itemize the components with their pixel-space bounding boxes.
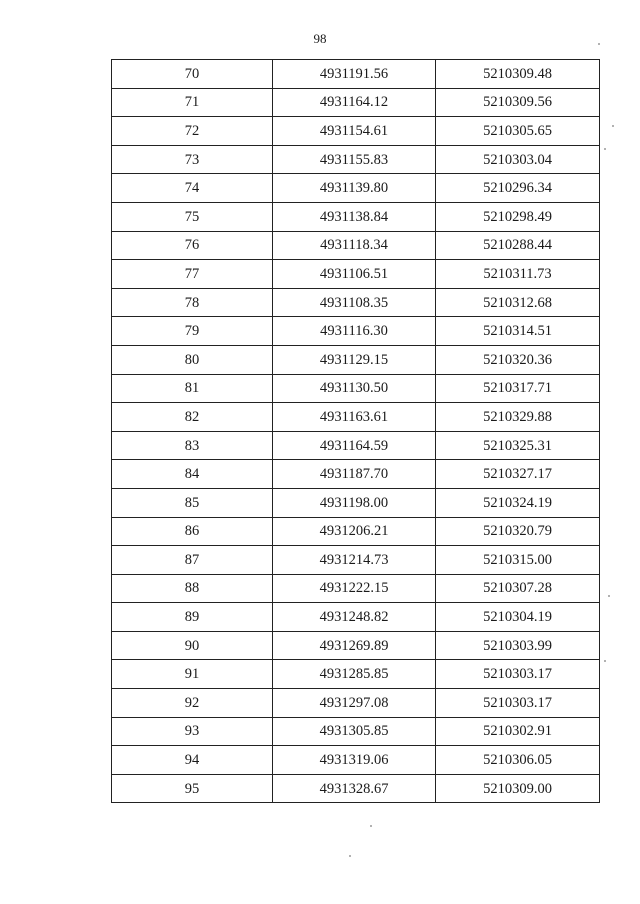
scan-speck xyxy=(604,148,606,150)
point-number-cell: 76 xyxy=(112,231,273,260)
point-number-cell: 88 xyxy=(112,574,273,603)
point-number-cell: 81 xyxy=(112,374,273,403)
y-coordinate-cell: 5210324.19 xyxy=(436,488,600,517)
point-number-cell: 77 xyxy=(112,260,273,289)
point-number-cell: 91 xyxy=(112,660,273,689)
x-coordinate-cell: 4931305.85 xyxy=(273,717,436,746)
x-coordinate-cell: 4931191.56 xyxy=(273,60,436,89)
y-coordinate-cell: 5210315.00 xyxy=(436,546,600,575)
x-coordinate-cell: 4931106.51 xyxy=(273,260,436,289)
point-number-cell: 73 xyxy=(112,145,273,174)
table-row xyxy=(112,403,600,432)
table-row xyxy=(112,202,600,231)
point-number-cell: 84 xyxy=(112,460,273,489)
y-coordinate-cell: 5210309.00 xyxy=(436,774,600,803)
table-row xyxy=(112,374,600,403)
x-coordinate-cell: 4931248.82 xyxy=(273,603,436,632)
page-number: 98 xyxy=(313,31,327,46)
table-row xyxy=(112,145,600,174)
y-coordinate-cell: 5210329.88 xyxy=(436,403,600,432)
point-number-cell: 95 xyxy=(112,774,273,803)
point-number-cell: 79 xyxy=(112,317,273,346)
x-coordinate-cell: 4931139.80 xyxy=(273,174,436,203)
table-row xyxy=(112,631,600,660)
x-coordinate-cell: 4931130.50 xyxy=(273,374,436,403)
y-coordinate-cell: 5210303.04 xyxy=(436,145,600,174)
y-coordinate-cell: 5210320.36 xyxy=(436,345,600,374)
point-number-cell: 90 xyxy=(112,631,273,660)
y-coordinate-cell: 5210303.99 xyxy=(436,631,600,660)
table-row xyxy=(112,88,600,117)
x-coordinate-cell: 4931198.00 xyxy=(273,488,436,517)
table-row xyxy=(112,546,600,575)
y-coordinate-cell: 5210320.79 xyxy=(436,517,600,546)
x-coordinate-cell: 4931108.35 xyxy=(273,288,436,317)
table-row xyxy=(112,231,600,260)
x-coordinate-cell: 4931319.06 xyxy=(273,746,436,775)
table-row xyxy=(112,774,600,803)
point-number-cell: 92 xyxy=(112,689,273,718)
y-coordinate-cell: 5210311.73 xyxy=(436,260,600,289)
y-coordinate-cell: 5210317.71 xyxy=(436,374,600,403)
table-row xyxy=(112,517,600,546)
point-number-cell: 71 xyxy=(112,88,273,117)
table-row xyxy=(112,288,600,317)
x-coordinate-cell: 4931214.73 xyxy=(273,546,436,575)
x-coordinate-cell: 4931163.61 xyxy=(273,403,436,432)
point-number-cell: 72 xyxy=(112,117,273,146)
y-coordinate-cell: 5210303.17 xyxy=(436,660,600,689)
point-number-cell: 78 xyxy=(112,288,273,317)
table-row xyxy=(112,488,600,517)
coordinates-table xyxy=(111,59,600,803)
x-coordinate-cell: 4931164.12 xyxy=(273,88,436,117)
point-number-cell: 82 xyxy=(112,403,273,432)
table-row xyxy=(112,317,600,346)
x-coordinate-cell: 4931155.83 xyxy=(273,145,436,174)
y-coordinate-cell: 5210298.49 xyxy=(436,202,600,231)
table-row xyxy=(112,660,600,689)
table-row xyxy=(112,345,600,374)
x-coordinate-cell: 4931116.30 xyxy=(273,317,436,346)
y-coordinate-cell: 5210309.48 xyxy=(436,60,600,89)
y-coordinate-cell: 5210325.31 xyxy=(436,431,600,460)
y-coordinate-cell: 5210306.05 xyxy=(436,746,600,775)
x-coordinate-cell: 4931164.59 xyxy=(273,431,436,460)
x-coordinate-cell: 4931222.15 xyxy=(273,574,436,603)
x-coordinate-cell: 4931206.21 xyxy=(273,517,436,546)
y-coordinate-cell: 5210303.17 xyxy=(436,689,600,718)
point-number-cell: 89 xyxy=(112,603,273,632)
x-coordinate-cell: 4931297.08 xyxy=(273,689,436,718)
y-coordinate-cell: 5210309.56 xyxy=(436,88,600,117)
table-row xyxy=(112,60,600,89)
x-coordinate-cell: 4931118.34 xyxy=(273,231,436,260)
table-row xyxy=(112,260,600,289)
point-number-cell: 70 xyxy=(112,60,273,89)
y-coordinate-cell: 5210307.28 xyxy=(436,574,600,603)
table-row xyxy=(112,746,600,775)
point-number-cell: 86 xyxy=(112,517,273,546)
y-coordinate-cell: 5210288.44 xyxy=(436,231,600,260)
table-row xyxy=(112,431,600,460)
point-number-cell: 85 xyxy=(112,488,273,517)
scan-speck xyxy=(608,595,610,597)
x-coordinate-cell: 4931285.85 xyxy=(273,660,436,689)
point-number-cell: 94 xyxy=(112,746,273,775)
table-row xyxy=(112,460,600,489)
point-number-cell: 75 xyxy=(112,202,273,231)
y-coordinate-cell: 5210312.68 xyxy=(436,288,600,317)
coordinates-table-body xyxy=(112,60,600,803)
table-row xyxy=(112,689,600,718)
x-coordinate-cell: 4931187.70 xyxy=(273,460,436,489)
x-coordinate-cell: 4931154.61 xyxy=(273,117,436,146)
point-number-cell: 74 xyxy=(112,174,273,203)
table-row xyxy=(112,174,600,203)
x-coordinate-cell: 4931328.67 xyxy=(273,774,436,803)
scan-speck xyxy=(370,825,372,827)
table-row xyxy=(112,717,600,746)
x-coordinate-cell: 4931138.84 xyxy=(273,202,436,231)
y-coordinate-cell: 5210302.91 xyxy=(436,717,600,746)
table-row xyxy=(112,603,600,632)
y-coordinate-cell: 5210304.19 xyxy=(436,603,600,632)
x-coordinate-cell: 4931269.89 xyxy=(273,631,436,660)
y-coordinate-cell: 5210314.51 xyxy=(436,317,600,346)
y-coordinate-cell: 5210305.65 xyxy=(436,117,600,146)
scan-speck xyxy=(349,855,351,857)
point-number-cell: 83 xyxy=(112,431,273,460)
x-coordinate-cell: 4931129.15 xyxy=(273,345,436,374)
table-row xyxy=(112,117,600,146)
point-number-cell: 80 xyxy=(112,345,273,374)
y-coordinate-cell: 5210327.17 xyxy=(436,460,600,489)
point-number-cell: 93 xyxy=(112,717,273,746)
point-number-cell: 87 xyxy=(112,546,273,575)
scan-speck xyxy=(598,43,600,45)
scan-speck xyxy=(612,125,614,127)
y-coordinate-cell: 5210296.34 xyxy=(436,174,600,203)
table-row xyxy=(112,574,600,603)
scan-speck xyxy=(604,660,606,662)
